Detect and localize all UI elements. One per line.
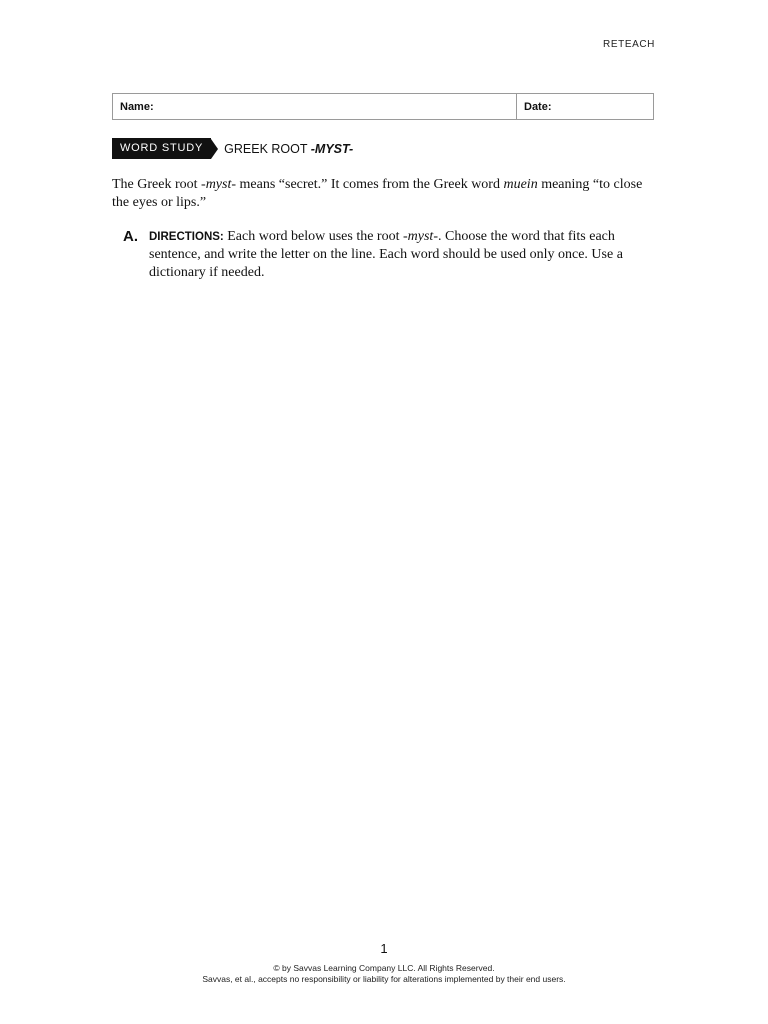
directions-text (149, 228, 663, 282)
date-field[interactable] (517, 94, 653, 119)
directions-text-1: Each word below uses the root - (223, 229, 408, 244)
section-letter: A. (123, 228, 138, 245)
name-field[interactable] (113, 94, 517, 119)
reteach-label: RETEACH (603, 39, 655, 50)
intro-text-1: The Greek root (112, 177, 202, 192)
name-label: Name: (120, 100, 154, 113)
directions-heading: DIRECTIONS: (149, 231, 224, 243)
copyright-line-2: Savvas, et al., accepts no responsibility or liability for alterations implemented by their end users. (202, 974, 566, 984)
badge-arrow-icon (211, 139, 218, 159)
intro-paragraph (112, 176, 662, 212)
intro-root-term: -myst- (201, 177, 237, 192)
directions-root-term: myst- (407, 229, 438, 244)
title-prefix: GREEK ROOT (224, 141, 311, 156)
intro-text-2: means “secret.” It comes from the Greek word (236, 177, 504, 192)
title-root: -MYST- (310, 141, 354, 156)
word-study-title (224, 142, 353, 156)
intro-greek-word: muein (503, 177, 538, 192)
word-study-heading (112, 138, 353, 159)
directions-text-2: . Choose the word that fits each sentence, and write the letter on the line. Each word should be used only once. Use a dictionary if needed. (149, 229, 623, 280)
intro-text-3: meaning “to close the eyes or lips.” (112, 177, 643, 210)
copyright-line-1: © by Savvas Learning Company LLC. All Rights Reserved. (273, 963, 495, 973)
name-date-box (112, 93, 654, 120)
page-number: 1 (380, 941, 388, 956)
word-study-badge: WORD STUDY (112, 138, 211, 159)
copyright-notice (0, 963, 768, 985)
directions-block (123, 228, 663, 282)
date-label: Date: (524, 100, 552, 113)
